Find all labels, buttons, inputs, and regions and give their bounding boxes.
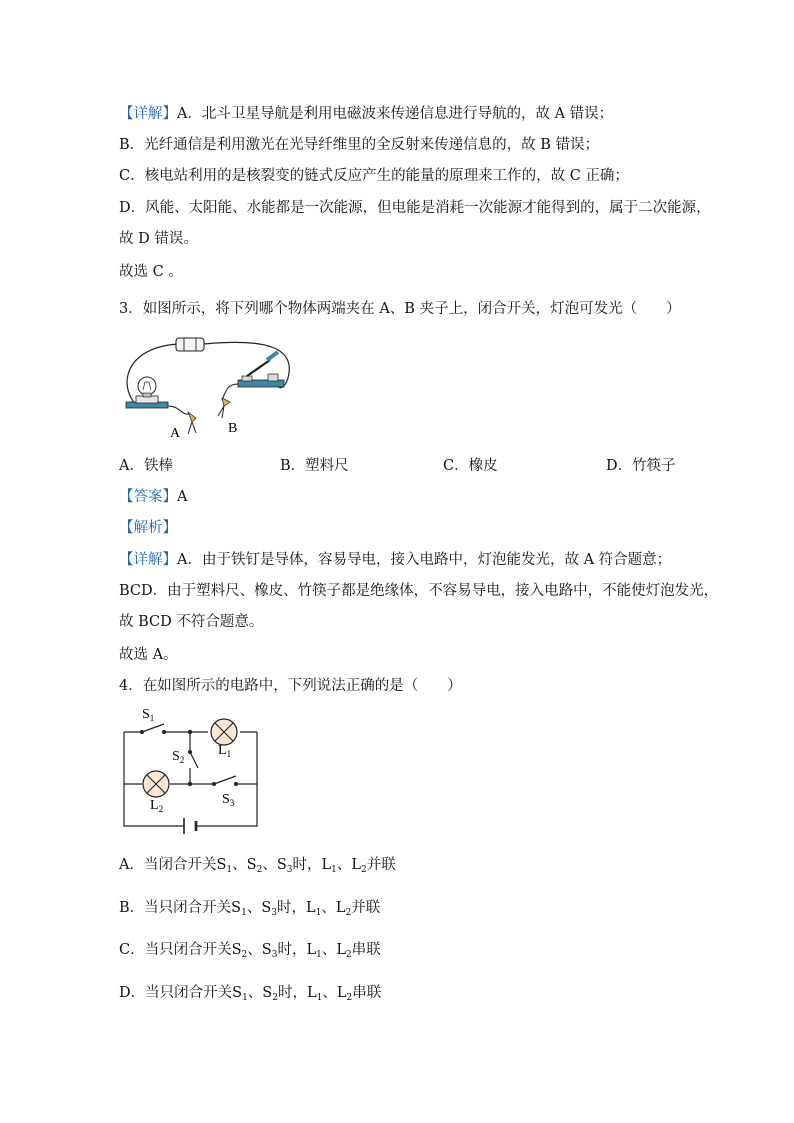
question3-option-d[interactable]: D．竹筷子 — [606, 458, 676, 474]
question3-detail-a — [119, 550, 694, 570]
question3-option-c[interactable]: C．橡皮 — [443, 458, 498, 474]
question3-option-b[interactable]: B．塑料尺 — [280, 458, 349, 474]
clip-b-label: B — [228, 421, 238, 436]
question3-conclusion: 故选 A。 — [119, 647, 178, 663]
explanation-line-a — [119, 104, 694, 124]
s1-label: $S_1$ — [142, 707, 155, 723]
question4-option-a[interactable]: A．当闭合开关$S_1$、$S_2$、$S_3$时，$L_1$、$L_2$并联 — [119, 857, 396, 875]
explanation-text-a: A．北斗卫星导航是利用电磁波来传递信息进行导航的，故 A 错误； — [177, 106, 614, 122]
question3-option-a[interactable]: A．铁棒 — [119, 458, 173, 474]
question3-detail-bcd2: 故 BCD 不符合题意。 — [119, 614, 264, 630]
switch-icon — [238, 352, 284, 387]
question4-stem: 4．在如图所示的电路中，下列说法正确的是（ ） — [119, 678, 462, 694]
answer-line — [119, 487, 694, 507]
detail-tag: 【详解】 — [119, 106, 177, 122]
explanation-line-d2: 故 D 错误。 — [119, 231, 198, 247]
question4-option-b[interactable]: B．当只闭合开关$S_1$、$S_3$时，$L_1$、$L_2$并联 — [119, 900, 381, 918]
clip-a-icon — [188, 412, 196, 434]
answer-tag: 【答案】 — [119, 489, 177, 505]
lamp-l1-icon — [211, 719, 237, 745]
question3-detail-text-a: A．由于铁钉是导体，容易导电，接入电路中，灯泡能发光，故 A 符合题意； — [177, 552, 672, 568]
question4-circuit-figure — [118, 702, 264, 834]
clip-b-icon — [218, 398, 230, 418]
detail-tag: 【详解】 — [119, 552, 177, 568]
explanation-line-c: C．核电站利用的是核裂变的链式反应产生的能量的原理来工作的，故 C 正确； — [119, 168, 629, 184]
s2-label: $S_2$ — [172, 749, 185, 765]
explanation-line-d1: D．风能、太阳能、水能都是一次能源，但电能是消耗一次能源才能得到的，属于二次能源， — [119, 200, 711, 216]
s3-label: $S_3$ — [222, 792, 235, 808]
analysis-tag-line — [119, 518, 694, 538]
l1-label: $L_1$ — [218, 743, 232, 759]
explanation-conclusion: 故选 C 。 — [119, 264, 183, 280]
battery-icon — [176, 338, 204, 351]
l2-label: $L_2$ — [150, 798, 164, 814]
bulb-icon — [126, 377, 168, 408]
question3-circuit-figure — [118, 330, 308, 442]
lamp-l2-icon — [143, 771, 169, 797]
answer-value: A — [177, 489, 188, 505]
question4-option-d[interactable]: D．当只闭合开关$S_1$、$S_2$时，$L_1$、$L_2$串联 — [119, 985, 382, 1003]
question3-stem: 3．如图所示，将下列哪个物体两端夹在 A、B 夹子上，闭合开关，灯泡可发光（ ） — [119, 301, 681, 317]
question4-option-c[interactable]: C．当只闭合开关$S_2$、$S_3$时，$L_1$、$L_2$串联 — [119, 942, 381, 960]
explanation-line-b: B．光纤通信是利用激光在光导纤维里的全反射来传递信息的，故 B 错误； — [119, 137, 600, 153]
clip-a-label: A — [170, 426, 181, 441]
analysis-tag: 【解析】 — [119, 520, 177, 536]
question3-detail-bcd1: BCD．由于塑料尺、橡皮、竹筷子都是绝缘体，不容易导电，接入电路中，不能使灯泡发光， — [119, 583, 719, 599]
